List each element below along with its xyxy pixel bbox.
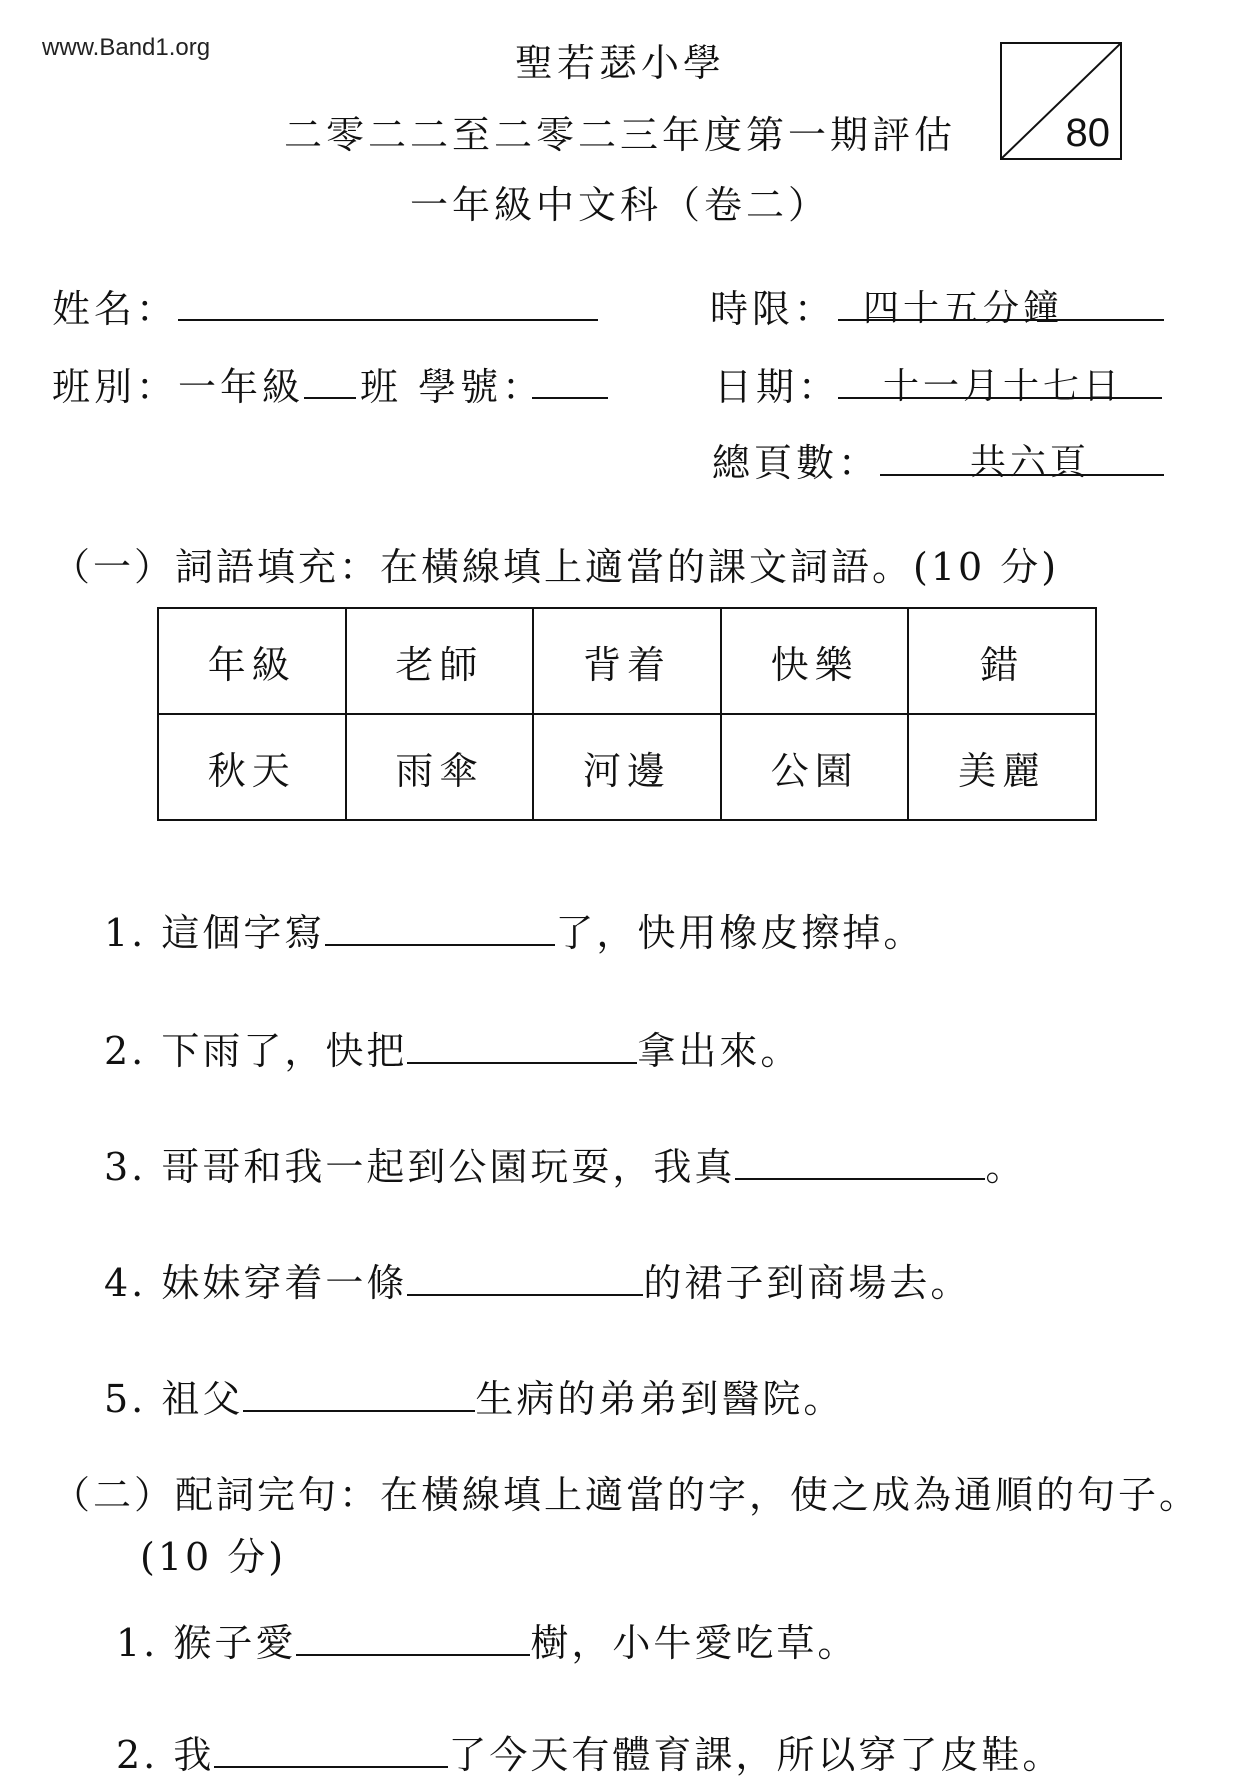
question-2-2 bbox=[116, 1724, 1063, 1779]
word-bank-cell: 錯 bbox=[908, 608, 1096, 714]
word-bank-cell: 背着 bbox=[533, 608, 721, 714]
question-text-before: 妹妹穿着一條 bbox=[161, 1261, 408, 1305]
question-text-before: 猴子愛 bbox=[173, 1621, 297, 1665]
word-bank-row bbox=[158, 714, 1096, 820]
answer-blank[interactable] bbox=[735, 1146, 985, 1180]
student-number-field[interactable] bbox=[532, 397, 608, 399]
question-number: 4. bbox=[104, 1261, 147, 1305]
score-box bbox=[1000, 42, 1122, 160]
question-number: 5. bbox=[104, 1377, 147, 1421]
word-bank-cell: 雨傘 bbox=[346, 714, 534, 820]
question-1-4 bbox=[104, 1252, 971, 1307]
question-1-2 bbox=[104, 1020, 801, 1075]
word-bank-table bbox=[157, 607, 1097, 821]
section2-marks: (10 分) bbox=[140, 1535, 287, 1579]
question-text-after: 。 bbox=[985, 1145, 1027, 1189]
assessment-term: 二零二二至二零二三年度第一期評估 bbox=[283, 113, 956, 157]
question-number: 1. bbox=[104, 911, 147, 955]
section1-title: （一）詞語填充：在橫線填上適當的課文詞語。(10 分) bbox=[52, 545, 1060, 589]
question-text-before: 祖父 bbox=[161, 1377, 244, 1421]
question-number: 2. bbox=[116, 1733, 159, 1777]
section2-title: （二）配詞完句：在橫線填上適當的字，使之成為通順的句子。 bbox=[52, 1473, 1201, 1517]
class-field[interactable] bbox=[304, 397, 356, 399]
date-label: 日期： bbox=[714, 365, 841, 409]
time-value: 四十五分鐘 bbox=[862, 288, 1063, 329]
question-1-5 bbox=[104, 1368, 844, 1423]
date-value: 十一月十七日 bbox=[882, 366, 1123, 407]
subject-title: 一年級中文科（卷二） bbox=[409, 183, 830, 227]
answer-blank[interactable] bbox=[214, 1734, 448, 1768]
question-1-1 bbox=[104, 902, 924, 957]
word-bank-cell: 公園 bbox=[721, 714, 909, 820]
word-bank-cell: 老師 bbox=[346, 608, 534, 714]
answer-blank[interactable] bbox=[325, 912, 555, 946]
word-bank-cell: 秋天 bbox=[158, 714, 346, 820]
question-text-after: 樹，小牛愛吃草。 bbox=[530, 1621, 859, 1665]
name-label: 姓名： bbox=[52, 287, 179, 331]
question-number: 3. bbox=[104, 1145, 147, 1189]
question-text-before: 哥哥和我一起到公園玩耍，我真 bbox=[161, 1145, 736, 1189]
question-number: 2. bbox=[104, 1029, 147, 1073]
word-bank-cell: 河邊 bbox=[533, 714, 721, 820]
question-text-after: 拿出來。 bbox=[637, 1029, 802, 1073]
answer-blank[interactable] bbox=[407, 1262, 643, 1296]
question-text-after: 的裙子到商場去。 bbox=[643, 1261, 972, 1305]
word-bank-row bbox=[158, 608, 1096, 714]
question-text-before: 這個字寫 bbox=[161, 911, 326, 955]
answer-blank[interactable] bbox=[296, 1622, 530, 1656]
pages-value: 共六頁 bbox=[969, 442, 1090, 483]
question-text-after: 了，快用橡皮擦掉。 bbox=[555, 911, 925, 955]
question-text-after: 了今天有體育課，所以穿了皮鞋。 bbox=[448, 1733, 1064, 1777]
word-bank-cell: 快樂 bbox=[721, 608, 909, 714]
watermark-url: www.Band1.org bbox=[42, 34, 211, 61]
question-text-after: 生病的弟弟到醫院。 bbox=[475, 1377, 845, 1421]
school-name: 聖若瑟小學 bbox=[514, 41, 725, 85]
class-number-label: 班 學號： bbox=[360, 365, 545, 409]
answer-blank[interactable] bbox=[243, 1378, 475, 1412]
name-field[interactable] bbox=[178, 319, 598, 321]
time-label: 時限： bbox=[710, 287, 837, 331]
class-label: 班別：一年級 bbox=[52, 365, 305, 409]
question-1-3 bbox=[104, 1136, 1026, 1191]
question-text-before: 下雨了，快把 bbox=[161, 1029, 408, 1073]
answer-blank[interactable] bbox=[407, 1030, 637, 1064]
question-number: 1. bbox=[116, 1621, 159, 1665]
pages-label: 總頁數： bbox=[712, 441, 881, 485]
word-bank-cell: 美麗 bbox=[908, 714, 1096, 820]
question-text-before: 我 bbox=[173, 1733, 215, 1777]
question-2-1 bbox=[116, 1612, 858, 1667]
total-score: 80 bbox=[1065, 111, 1110, 155]
word-bank-cell: 年級 bbox=[158, 608, 346, 714]
